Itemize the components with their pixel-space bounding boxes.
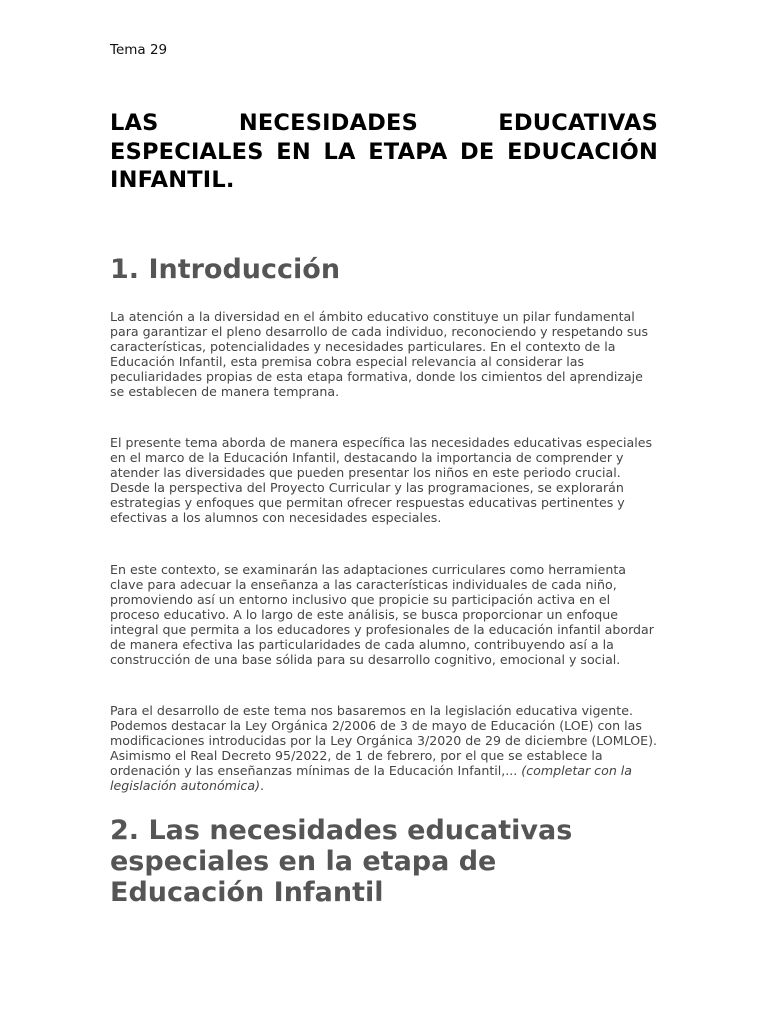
section-heading-necesidades: 2. Las necesidades educativas especiales en la etapa de Educación Infantil — [110, 815, 573, 908]
paragraph: La atención a la diversidad en el ámbito educativo constituye un pilar fundamental para garantizar el pleno desarrollo de cada individuo, reconociendo y respetando sus características, potencialidades y necesidades particulares. En el contexto de la Educación Infantil, esta premisa cobra especial relevancia al considerar las peculiaridades propias de esta etapa formativa, donde los cimientos del aprendizaje se establecen de manera temprana. — [110, 309, 649, 399]
legislation-trailing: . — [259, 778, 264, 793]
section-heading-introduccion: 1. Introducción — [110, 254, 341, 285]
legislation-text: Para el desarrollo de este tema nos basaremos en la legislación educativa vigente. Podemos destacar la Ley Orgánica 2/2006 de 3 de mayo de Educación (LOE) con las modificaciones introducidas por la Ley Orgánica 3/2020 de 29 de diciembre (LOMLOE). Asimismo el Real Decreto 95/2022, de 1 de febrero, por el que se establece la ordenación y las enseñanzas mínimas de la Educación Infantil,... — [110, 703, 657, 778]
paragraph-legislation — [110, 703, 658, 793]
paragraph: En este contexto, se examinarán las adaptaciones curriculares como herramienta clave para adecuar la enseñanza a las características individuales de cada niño, promoviendo así un entorno inclusivo que propicie su participación activa en el proceso educativo. A lo largo de este análisis, se busca proporcionar un enfoque integral que permita a los educadores y profesionales de la educación infantil abordar de manera efectiva las particularidades de cada alumno, contribuyendo así a la construcción de una base sólida para su desarrollo cognitivo, emocional y social. — [110, 562, 654, 667]
paragraph: El presente tema aborda de manera específica las necesidades educativas especiales en el marco de la Educación Infantil, destacando la importancia de comprender y atender las diversidades que pueden presentar los niños en este periodo crucial. Desde la perspectiva del Proyecto Curricular y las programaciones, se explorarán estrategias y enfoques que permitan ofrecer respuestas educativas pertinentes y efectivas a los alumnos con necesidades especiales. — [110, 435, 653, 525]
document-title: LAS NECESIDADES EDUCATIVAS ESPECIALES EN LA ETAPA DE EDUCACIÓN INFANTIL. — [110, 110, 658, 193]
legislation-note: (completar con la legislación autonómica) — [110, 763, 633, 793]
topic-label: Tema 29 — [110, 42, 168, 58]
